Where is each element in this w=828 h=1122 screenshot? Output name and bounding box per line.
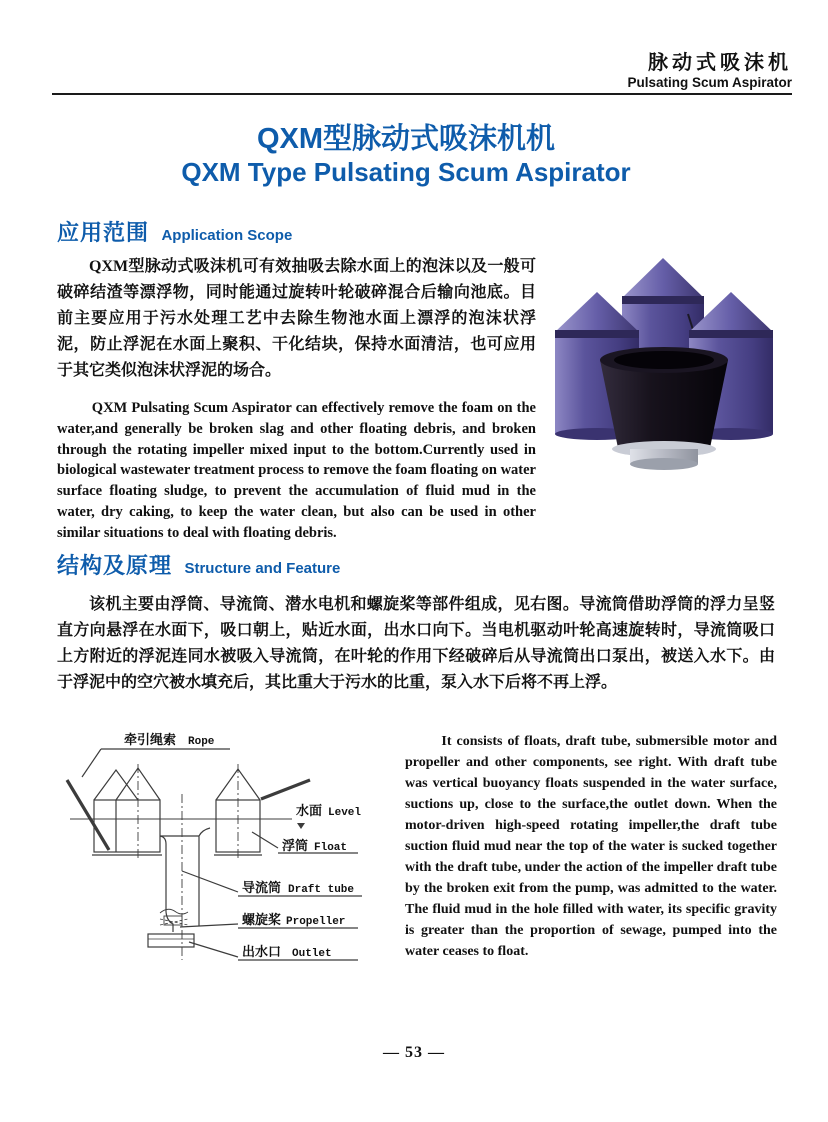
diagram-label-level-cn: 水面 xyxy=(296,804,323,819)
page-number: — 53 — xyxy=(383,1044,445,1061)
section-heading-application-en: Application Scope xyxy=(161,227,293,244)
page-title-en: QXM Type Pulsating Scum Aspirator xyxy=(181,157,631,187)
structure-text-column xyxy=(405,731,777,962)
header-product-name-en: Pulsating Scum Aspirator xyxy=(627,75,792,90)
page-header xyxy=(52,50,792,91)
diagram-label-rope-en: Rope xyxy=(188,736,215,748)
diagram-label-draft-tube-cn: 导流筒 xyxy=(242,881,282,896)
diagram-label-level-en: Level xyxy=(328,807,362,819)
section-heading-structure-cn: 结构及原理 xyxy=(57,553,173,578)
product-photo-illustration xyxy=(538,252,790,474)
diagram-label-outlet-cn: 出水口 xyxy=(242,945,282,960)
section-heading-application xyxy=(57,216,292,247)
structure-diagram xyxy=(56,720,404,982)
outlet-flange xyxy=(612,441,716,470)
structure-diagram-drawing xyxy=(56,720,404,982)
application-paragraph-en: QXM Pulsating Scum Aspirator can effectively remove the foam on the water,and generally be broken slag and other floating debris, and broken through the rotating impeller mixed input to the bottom.Currently used in biological wastewater treatment process to remove the foam floating on water surface floating sludge, to prevent the accumulation of fluid mud in the water, dry caking, to keep the water clean, but also can be used in other similar situations to deal with floating debris. xyxy=(57,400,536,541)
diagram-label-outlet-en: Outlet xyxy=(292,948,332,960)
application-paragraph-cn: QXM型脉动式吸沫机可有效抽吸去除水面上的泡沫以及一般可破碎结渣等漂浮物，同时能通过旋转叶轮破碎混合后输向池底。目前主要应用于污水处理工艺中去除生物池水面上漂浮的泡沫状浮泥，防止浮泥在水面上聚积、干化结块，保持水面清洁，也可应用于其它类似泡沫状浮泥的场合。 xyxy=(57,258,536,379)
section-heading-structure-en: Structure and Feature xyxy=(184,560,341,577)
pump-body xyxy=(600,347,728,448)
diagram-label-float-cn: 浮筒 xyxy=(282,839,309,854)
product-photo xyxy=(538,252,790,474)
diagram-label-draft-tube-en: Draft tube xyxy=(288,884,355,896)
section-heading-structure xyxy=(57,549,340,580)
diagram-label-propeller-cn: 螺旋桨 xyxy=(242,913,282,928)
section-heading-application-cn: 应用范围 xyxy=(57,220,150,245)
application-text-column xyxy=(57,254,536,544)
page-title-cn: QXM型脉动式吸沫机机 xyxy=(256,123,556,155)
header-product-name-cn: 脉动式吸沫机 xyxy=(648,50,792,74)
structure-paragraph-en: It consists of floats, draft tube, submersible motor and propeller and other components, see right. With draft tube was vertical buoyancy floats suspended in the water surface, suctions up, close to the surface,the outlet down. When the motor-driven high-speed rotating impeller,the draft tube suction fluid mud near the top of the water is sucked together with the draft tube, under the action of the impeller draft tube by the broken exit from the pump, was admitted to the water. The fluid mud in the hole filled with water, its specific gravity is greater than the proportion of sewage, pumped into the water ceases to float. xyxy=(405,734,777,959)
diagram-label-float-en: Float xyxy=(314,842,348,854)
diagram-label-propeller-en: Propeller xyxy=(286,916,346,928)
header-rule xyxy=(52,93,792,95)
diagram-label-rope-cn: 牵引绳索 xyxy=(124,733,177,748)
structure-paragraph-cn: 该机主要由浮筒、导流筒、潜水电机和螺旋桨等部件组成，见右图。导流筒借助浮筒的浮力呈竖直方向悬浮在水面下，吸口朝上，贴近水面，出水口向下。当电机驱动叶轮高速旋转时，导流筒吸口上方附近的浮泥连同水被吸入导流筒，在叶轮的作用下经破碎后从导流筒出口泵出，被送入水下。由于浮泥中的空穴被水填充后，其比重大于污水的比重，泵入水下后将不再上浮。 xyxy=(57,596,775,691)
title-block xyxy=(0,122,812,188)
